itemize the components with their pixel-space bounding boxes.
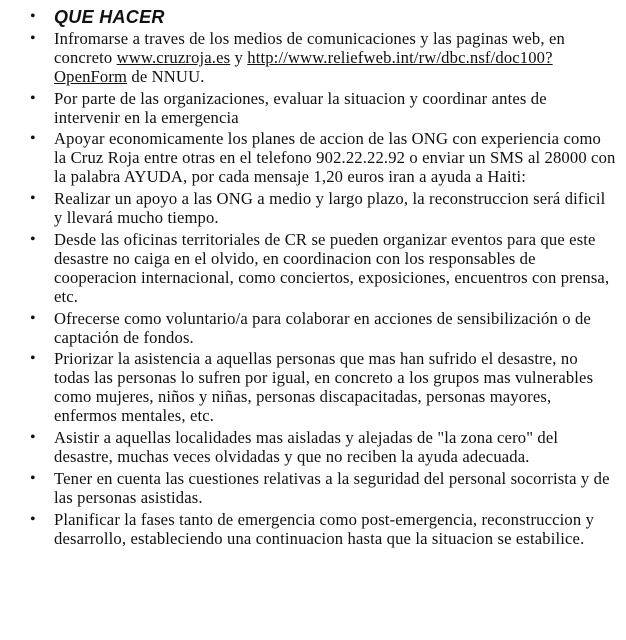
bullet-icon: •: [30, 29, 36, 47]
list-item: [30, 470, 616, 508]
bullet-icon: •: [30, 230, 36, 248]
cruzroja-link[interactable]: www.cruzroja.es: [116, 47, 231, 67]
item-text: Realizar un apoyo a las ONG a medio y largo plazo, la reconstruccion será dificil y llevará mucho tiempo.: [54, 189, 606, 228]
list-item: [30, 190, 616, 228]
bullet-icon: •: [30, 190, 36, 208]
item-text: Tener en cuenta las cuestiones relativas a la seguridad del personal socorrista y de las personas asistidas.: [54, 468, 610, 507]
item-text: Asistir a aquellas localidades mas aisladas y alejadas de "la zona cero" del desastre, muchas veces olvidadas y que no reciben la ayuda adecuada.: [54, 428, 559, 466]
item-text: Por parte de las organizaciones, evaluar la situacion y coordinar antes de intervenir en la emergencia: [54, 88, 547, 127]
list-item: [30, 130, 616, 187]
item-text: Ofrecerse como voluntario/a para colaborar en acciones de sensibilización o de captación de fondos.: [54, 308, 591, 347]
list-item: [30, 310, 616, 348]
bullet-icon: •: [30, 309, 36, 327]
reliefweb-link[interactable]: http://www.reliefweb.int/rw/dbc.nsf/doc100?OpenForm: [54, 47, 553, 86]
item-text: Priorizar la asistencia a aquellas personas que mas han sufrido el desastre, no todas las personas lo sufren por igual, en concreto a los grupos mas vulnerables como mujeres, niños y niñas, personas discapacitadas, personas mayores, enfermos mentales, etc.: [54, 349, 594, 426]
item-text: Planificar la fases tanto de emergencia como post-emergencia, reconstruccion y desarrollo, estableciendo una continuacion hasta que la situacion se estabilice.: [54, 509, 595, 548]
item-text-part: de NNUU.: [127, 66, 205, 86]
bullet-icon: •: [30, 130, 36, 148]
item-text-part: y: [230, 47, 248, 67]
heading-item: [30, 7, 616, 28]
list-item: [30, 231, 616, 307]
bullet-icon: •: [30, 429, 36, 447]
item-text: Desde las oficinas territoriales de CR se pueden organizar eventos para que este desastre no caiga en el olvido, en coordinacion con los responsables de cooperacion internacional, como conciertos, exposiciones, encuentros con prensa, etc.: [54, 229, 610, 306]
list-item: [30, 350, 616, 426]
bullet-icon: •: [30, 469, 36, 487]
list-item: [30, 511, 616, 549]
list-item: [30, 90, 616, 128]
item-text: Apoyar economicamente los planes de accion de las ONG con experiencia como la Cruz Roja entre otras en el telefono 902.22.22.92 o enviar un SMS al 28000 con la palabra AYUDA, por cada mensaje 1,20 euros iran a ayuda a Haiti:: [54, 129, 616, 187]
bullet-icon: •: [30, 89, 36, 107]
bullet-list: [30, 7, 616, 551]
item-text-part: Infromarse a traves de los medios de comunicaciones y las paginas web, en concreto: [54, 28, 565, 67]
list-item: [30, 30, 616, 87]
bullet-icon: •: [30, 8, 36, 25]
section-heading: QUE HACER: [54, 7, 165, 27]
list-item: [30, 429, 616, 467]
bullet-icon: •: [30, 350, 36, 368]
bullet-icon: •: [30, 510, 36, 528]
item-text: [54, 29, 565, 86]
